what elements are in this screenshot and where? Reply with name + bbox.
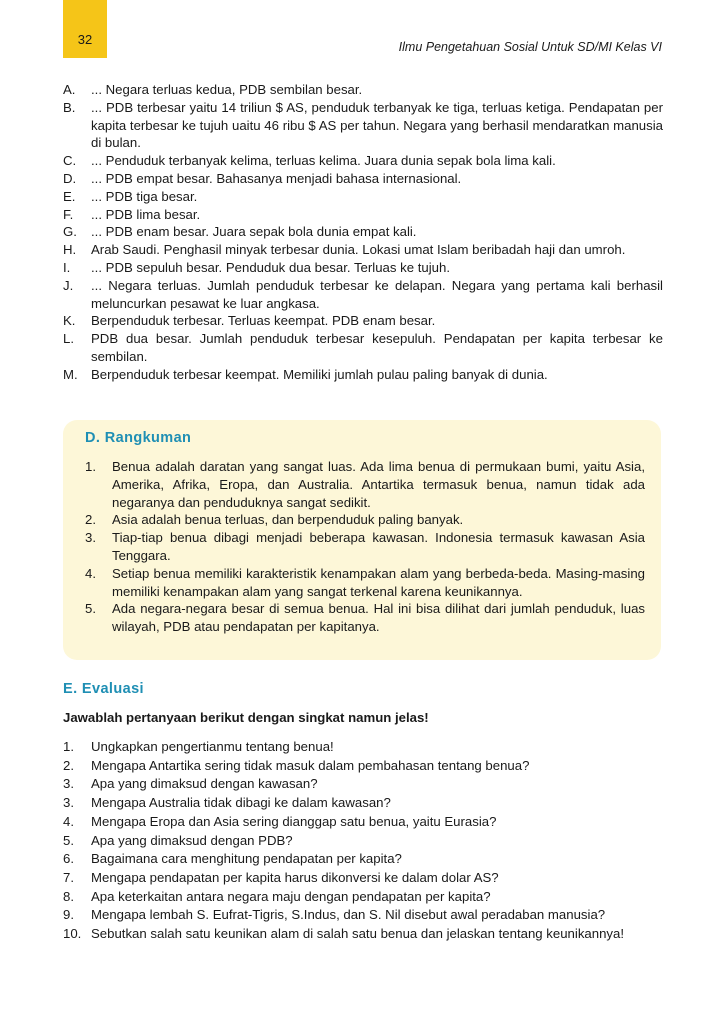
answer-text: Berpenduduk terbesar keempat. Memiliki jumlah pulau paling banyak di dunia. (91, 366, 548, 382)
question-number: 5. (63, 832, 74, 848)
question-text: Ungkapkan pengertianmu tentang benua! (91, 739, 334, 754)
question-number: 3. (63, 776, 74, 792)
answer-letter: H. (63, 242, 77, 258)
answer-item (63, 188, 663, 206)
question-text: Mengapa Australia tidak dibagi ke dalam kawasan? (91, 795, 391, 811)
answer-text: ... Negara terluas. Jumlah penduduk terbesar ke delapan. Negara yang pertama kali berhasil meluncurkan pesawat ke luar angkasa. (91, 277, 663, 311)
summary-item (85, 511, 645, 529)
question-number: 6. (63, 851, 74, 867)
question-item (63, 738, 663, 757)
answer-item (63, 99, 663, 152)
question-item (63, 869, 663, 888)
evaluation-instruction: Jawablah pertanyaan berikut dengan singkat namun jelas! (63, 710, 429, 725)
question-text: Mengapa Eropa dan Asia sering dianggap satu benua, yaitu Eurasia? (91, 813, 497, 829)
question-item (63, 906, 663, 925)
page-number: 32 (77, 32, 93, 47)
answer-item (63, 152, 663, 170)
answer-letter: M. (63, 366, 78, 382)
answer-letter: D. (63, 170, 77, 186)
question-item (63, 794, 663, 813)
answer-letter: K. (63, 313, 76, 329)
question-text: Sebutkan salah satu keunikan alam di salah satu benua dan jelaskan tentang keunikannya! (91, 926, 625, 942)
answer-text: ... PDB tiga besar. (91, 188, 198, 204)
answer-item (63, 312, 663, 330)
answer-item (63, 259, 663, 277)
evaluation-heading: E. Evaluasi (63, 681, 144, 697)
question-item (63, 925, 663, 944)
answer-text: ... PDB lima besar. (91, 206, 201, 222)
question-number: 4. (63, 813, 74, 829)
summary-text: Tiap-tiap benua dibagi menjadi beberapa kawasan. Indonesia termasuk kawasan Asia Tenggara. (112, 530, 645, 563)
answer-text: ... Penduduk terbanyak kelima, terluas kelima. Juara dunia sepak bola lima kali. (91, 153, 556, 169)
summary-item (85, 600, 645, 636)
summary-item (85, 529, 645, 565)
question-number: 2. (63, 757, 74, 773)
answer-letter: B. (63, 99, 76, 115)
answer-item (63, 81, 663, 99)
question-text: Apa yang dimaksud dengan kawasan? (91, 776, 318, 792)
summary-number: 1. (85, 459, 96, 474)
answer-item (63, 206, 663, 224)
question-list (63, 738, 663, 944)
summary-text: Setiap benua memiliki karakteristik kenampakan alam yang berbeda-beda. Masing-masing memiliki kenampakan alam yang sangat terkenal karena keunikannya. (112, 565, 645, 599)
answer-text: ... PDB empat besar. Bahasanya menjadi bahasa internasional. (91, 170, 462, 186)
summary-number: 4. (85, 565, 96, 581)
answer-letter: G. (63, 224, 77, 240)
summary-item (85, 458, 645, 511)
summary-box (63, 420, 661, 660)
question-text: Mengapa pendapatan per kapita harus dikonversi ke dalam dolar AS? (91, 869, 499, 885)
summary-number: 2. (85, 512, 96, 528)
answer-text: ... Negara terluas kedua, PDB sembilan besar. (91, 82, 363, 97)
answer-item (63, 241, 663, 259)
question-item (63, 832, 663, 851)
question-item (63, 850, 663, 869)
summary-text: Asia adalah benua terluas, dan berpenduduk paling banyak. (112, 512, 464, 528)
summary-text: Ada negara-negara besar di semua benua. Hal ini bisa dilihat dari jumlah penduduk, luas wilayah, PDB atau pendapatan per kapitanya. (112, 601, 645, 635)
question-text: Apa keterkaitan antara negara maju dengan pendapatan per kapita? (91, 888, 491, 904)
page-number-tab (63, 0, 107, 58)
summary-text: Benua adalah daratan yang sangat luas. Ada lima benua di permukaan bumi, yaitu Asia, Amerika, Afrika, Eropa, dan Australia. Antartika termasuk benua, namun tidak ada negaranya dan penduduknya sangat sedikit. (112, 459, 645, 510)
answer-text: ... PDB sepuluh besar. Penduduk dua besar. Terluas ke tujuh. (91, 259, 450, 275)
answer-letter: F. (63, 206, 74, 222)
question-item (63, 888, 663, 907)
question-item (63, 775, 663, 794)
question-number: 3. (63, 795, 74, 811)
summary-item (85, 565, 645, 601)
question-number: 7. (63, 869, 74, 885)
summary-number: 5. (85, 601, 96, 617)
question-text: Mengapa lembah S. Eufrat-Tigris, S.Indus, dan S. Nil disebut awal peradaban manusia? (91, 907, 606, 923)
question-item (63, 757, 663, 776)
question-item (63, 813, 663, 832)
answer-letter: L. (63, 331, 74, 347)
answer-letter: E. (63, 188, 76, 204)
question-text: Mengapa Antartika sering tidak masuk dalam pembahasan tentang benua? (91, 757, 530, 773)
answer-letter: J. (63, 277, 74, 293)
answer-text: Berpenduduk terbesar. Terluas keempat. PDB enam besar. (91, 313, 436, 329)
answer-key-list (63, 81, 663, 384)
question-text: Bagaimana cara menghitung pendapatan per kapita? (91, 851, 402, 867)
running-header-title: Ilmu Pengetahuan Sosial Untuk SD/MI Kelas VI (398, 40, 662, 54)
answer-letter: C. (63, 153, 77, 169)
answer-item (63, 366, 663, 384)
question-number: 1. (63, 739, 74, 754)
summary-number: 3. (85, 530, 96, 546)
question-text: Apa yang dimaksud dengan PDB? (91, 832, 293, 848)
question-number: 8. (63, 888, 74, 904)
summary-heading: D. Rangkuman (85, 430, 192, 446)
answer-letter: I. (63, 259, 71, 275)
question-number: 10. (63, 926, 82, 942)
answer-text: ... PDB terbesar yaitu 14 triliun $ AS, penduduk terbanyak ke tiga, terluas ketiga. Pendapatan per kapita terbesar ke tujuh uaitu 46 ribu $ AS per tahun. Negara yang berhasil mendaratkan manusia di bulan. (91, 99, 663, 151)
answer-text: Arab Saudi. Penghasil minyak terbesar dunia. Lokasi umat Islam beribadah haji dan umroh. (91, 242, 626, 258)
answer-item (63, 330, 663, 366)
answer-item (63, 277, 663, 313)
answer-item (63, 170, 663, 188)
answer-letter: A. (63, 82, 76, 97)
summary-list (85, 458, 645, 636)
answer-text: ... PDB enam besar. Juara sepak bola dunia empat kali. (91, 224, 417, 240)
answer-item (63, 223, 663, 241)
answer-text: PDB dua besar. Jumlah penduduk terbesar kesepuluh. Pendapatan per kapita terbesar ke sembilan. (91, 331, 663, 364)
question-number: 9. (63, 907, 74, 923)
